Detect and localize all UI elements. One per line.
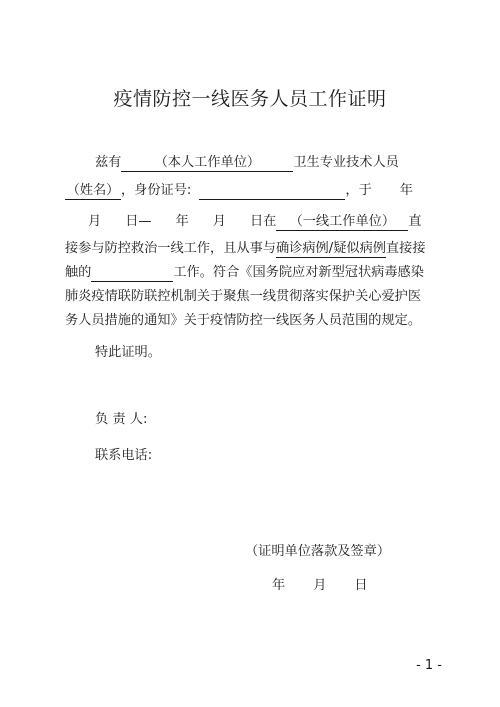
paragraph-line-2 (65, 182, 445, 200)
blank-id-number (199, 183, 345, 200)
text-direct: 直 (408, 214, 422, 229)
text-day-in: 日在 (249, 214, 277, 229)
id-number-label: ，身份证号: (121, 183, 192, 198)
text-line5-a: 触的 (65, 265, 92, 280)
work-unit-label: （本人工作单位） (154, 155, 261, 170)
cases-label: 确诊病例/疑似病例 (276, 241, 386, 256)
paragraph-line-7: 务人员措施的通知》关于疫情防控一线医务人员范围的规定。 (65, 313, 422, 328)
date-line (272, 574, 368, 593)
text-line5-b: 工作。符合《国务院应对新型冠状病毒感染 (173, 265, 424, 280)
text-year-2: 年 (175, 214, 189, 229)
paragraph-line-3 (88, 213, 468, 231)
paragraph-line-6: 肺炎疫情联防联控机制关于聚焦一线贯彻落实保护关心爱护医 (65, 289, 422, 304)
text-zi-you: 兹有 (95, 155, 122, 170)
text-line4-b: 直接接 (385, 241, 426, 256)
text-year-3: 年 (272, 578, 286, 593)
text-year-1: 年 (399, 183, 413, 198)
text-month-2: 月 (212, 214, 226, 229)
responsible-person-label: 负 责 人: (95, 412, 148, 427)
paragraph-line-5 (65, 264, 445, 282)
blank-name (65, 183, 121, 200)
special-certify: 特此证明。 (95, 345, 161, 360)
text-month-3: 月 (313, 578, 327, 593)
text-line4-a: 接参与防控救治一线工作，且从事与 (65, 241, 276, 256)
text-day-3: 日 (354, 578, 368, 593)
page-number: - 1 - (416, 658, 442, 673)
text-comma-yu: ，于 (345, 183, 372, 198)
blank-work-unit (121, 155, 293, 172)
contact-phone-label: 联系电话: (95, 448, 153, 463)
name-label: （姓名） (66, 183, 120, 198)
frontline-unit-label: （一线工作单位） (289, 214, 396, 229)
blank-frontline-unit (276, 214, 408, 231)
text-day-dash: 日— (125, 214, 152, 229)
paragraph-line-4 (65, 240, 445, 258)
blank-contact-work (91, 265, 173, 282)
seal-note: （证明单位落款及签章） (245, 544, 391, 559)
page-title: 疫情防控一线医务人员工作证明 (113, 88, 387, 110)
text-health-staff: 卫生专业技术人员 (293, 155, 399, 170)
text-month-1: 月 (88, 214, 102, 229)
paragraph-line-1 (95, 154, 475, 172)
